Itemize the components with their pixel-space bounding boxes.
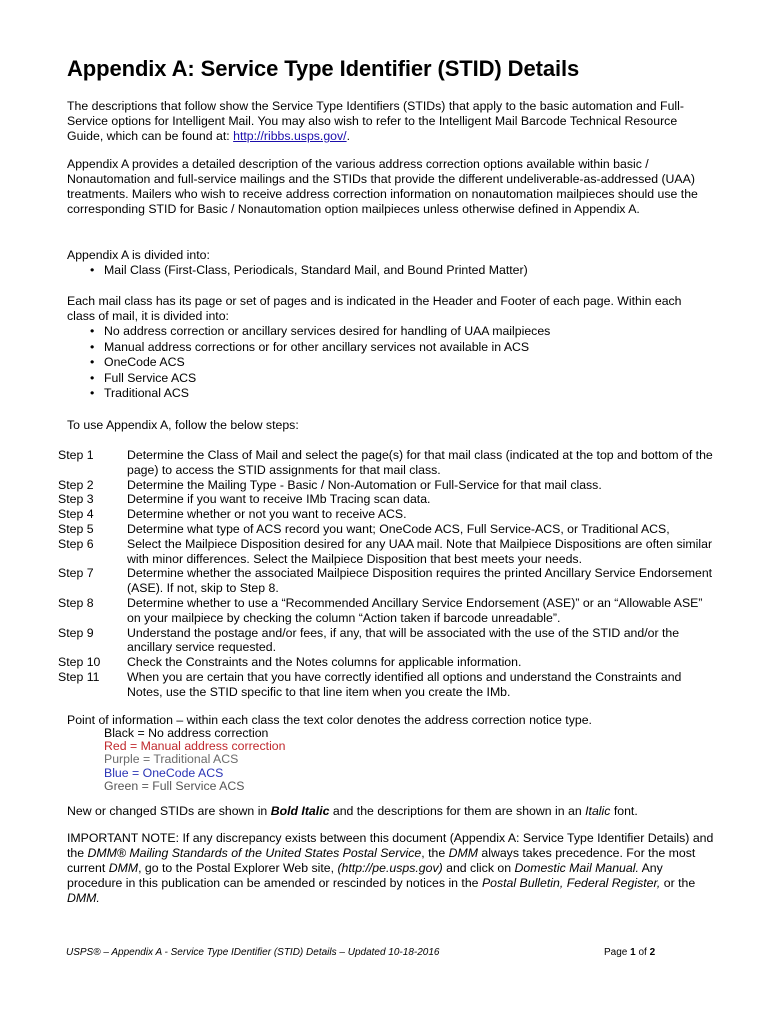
- important-note: [67, 831, 717, 906]
- legend-green: Green = Full Service ACS: [104, 778, 245, 793]
- page-current: 1: [630, 947, 636, 958]
- dmm-ref: DMM.: [67, 891, 100, 905]
- step-number: Step 2: [58, 477, 94, 492]
- point-of-information: Point of information – within each class the text color denotes the address correction notice type.: [67, 713, 592, 727]
- footer-document-title: USPS® – Appendix A - Service Type IDentifier (STID) Details – Updated 10-18-2016: [66, 947, 440, 958]
- divided-lead: Appendix A is divided into:: [67, 248, 210, 262]
- step-number: Step 7: [58, 566, 94, 581]
- each-class-section: [67, 294, 707, 402]
- overview-paragraph: Appendix A provides a detailed description of the various address correction options available within basic / Nonautomation and full-service mailings and the STIDs that provide the different undeliverable-as-addressed (UAA) treatments. Mailers who wish to receive address correction information on nonautomation mailpieces should use the corresponding STID for Basic / Nonautomation option mailpieces unless otherwise defined in Appendix A.: [67, 157, 698, 216]
- step-description: Determine whether the associated Mailpiece Disposition requires the printed Ancillary Service Endorsement (ASE). If not, skip to Step 8.: [127, 566, 713, 596]
- step-row: [58, 626, 718, 656]
- note-text: IMPORTANT NOTE: If any discrepancy exists between this document (Appendix A: Service Type Identifier Details) and the: [67, 831, 714, 860]
- list-item: • No address correction or ancillary services desired for handling of UAA mailpieces: [67, 324, 707, 340]
- step-description: Determine whether or not you want to receive ACS.: [127, 507, 407, 522]
- intro-period: .: [346, 129, 351, 143]
- step-description: Determine if you want to receive IMb Tracing scan data.: [127, 492, 431, 507]
- postal-explorer-url: (http://pe.usps.gov): [337, 861, 443, 875]
- step-number: Step 3: [58, 492, 94, 507]
- footer-page-number: [604, 947, 655, 958]
- to-use-lead: To use Appendix A, follow the below steps:: [67, 418, 299, 432]
- step-number: Step 4: [58, 507, 94, 522]
- new-changed-note: [67, 804, 707, 819]
- legend-blue: Blue = OneCode ACS: [104, 765, 224, 780]
- domestic-mail-manual-ref: Domestic Mail Manual.: [514, 861, 639, 875]
- note-text: and the descriptions for them are shown in an: [329, 804, 586, 818]
- list-item: • Traditional ACS: [67, 386, 707, 402]
- dmm-title: DMM® Mailing Standards of the United States Postal Service: [87, 846, 422, 860]
- note-text: , the: [421, 846, 449, 860]
- ribbs-link[interactable]: http://ribbs.usps.gov/: [233, 129, 347, 143]
- step-row: [58, 537, 718, 567]
- step-description: When you are certain that you have correctly identified all options and understand the Constraints and Notes, use the STID specific to that line item when you create the IMb.: [127, 669, 682, 699]
- publications-ref: Postal Bulletin, Federal Register,: [481, 876, 661, 890]
- step-description: Determine the Mailing Type - Basic / Non-Automation or Full-Service for that mail class.: [127, 477, 602, 492]
- step-row: [58, 492, 718, 507]
- legend-black: Black = No address correction: [104, 726, 269, 740]
- correction-options-list: [67, 324, 707, 402]
- step-number: Step 6: [58, 536, 94, 551]
- step-number: Step 1: [58, 448, 94, 462]
- note-text: and click on: [442, 861, 515, 875]
- step-description: Determine what type of ACS record you want; OneCode ACS, Full Service-ACS, or Traditional ACS,: [127, 521, 670, 536]
- step-row: [58, 670, 718, 700]
- step-description: Select the Mailpiece Disposition desired for any UAA mail. Note that Mailpiece Dispositions are often similar with minor differences. Select the Mailpiece Disposition that best meets your needs.: [127, 536, 713, 566]
- note-text: or the: [660, 876, 696, 890]
- divided-section: [67, 248, 707, 279]
- list-item: • Mail Class (First-Class, Periodicals, Standard Mail, and Bound Printed Matter): [67, 263, 707, 279]
- step-description: Check the Constraints and the Notes columns for applicable information.: [127, 655, 522, 670]
- step-number: Step 11: [58, 669, 100, 684]
- step-row: [58, 522, 718, 537]
- legend-red: Red = Manual address correction: [104, 739, 286, 754]
- note-text: New or changed STIDs are shown in: [67, 804, 271, 818]
- legend-purple: Purple = Traditional ACS: [104, 752, 239, 767]
- step-row: [58, 655, 718, 670]
- step-row: [58, 478, 718, 493]
- divided-list: [67, 263, 707, 279]
- step-row: [58, 566, 718, 596]
- italic-sample: Italic: [585, 804, 611, 818]
- step-description: Understand the postage and/or fees, if any, that will be associated with the use of the STID and/or the ancillary service requested.: [127, 625, 680, 655]
- steps-list: [58, 448, 718, 700]
- dmm-ref: DMM: [448, 846, 478, 860]
- step-row: [58, 596, 718, 626]
- list-item: • Full Service ACS: [67, 371, 707, 387]
- intro-text: The descriptions that follow show the Service Type Identifiers (STIDs) that apply to the basic automation and Full-Service options for Intelligent Mail. You may also wish to refer to the Intelligent Mail Barcode Technical Resource Guide, which can be found at:: [67, 99, 684, 143]
- step-row: [58, 507, 718, 522]
- intro-paragraph: [67, 99, 707, 144]
- step-number: Step 8: [58, 595, 94, 610]
- step-row: [58, 448, 718, 478]
- note-text: font.: [610, 804, 638, 818]
- dmm-ref: DMM: [108, 861, 139, 875]
- step-number: Step 9: [58, 625, 94, 640]
- page-of: of: [635, 947, 650, 958]
- note-text: , go to the Postal Explorer Web site,: [138, 861, 338, 875]
- step-description: Determine whether to use a “Recommended Ancillary Service Endorsement (ASE)” or an “Allowable ASE” on your mailpiece by checking the column “Action taken if barcode unreadable”.: [127, 595, 703, 625]
- page-title: Appendix A: Service Type Identifier (STID) Details: [67, 56, 580, 81]
- each-class-lead: Each mail class has its page or set of pages and is indicated in the Header and Footer of each page. Within each class of mail, it is divided into:: [67, 294, 682, 323]
- step-number: Step 5: [58, 521, 94, 536]
- note-text: always takes precedence. For the most current: [67, 846, 696, 875]
- step-description: Determine the Class of Mail and select the page(s) for that mail class (indicated at the top and bottom of the page) to access the STID assignments for that mail class.: [127, 448, 713, 477]
- step-number: Step 10: [58, 655, 101, 670]
- bold-italic-sample: Bold Italic: [270, 804, 330, 818]
- color-legend: [104, 727, 285, 793]
- note-text: Any procedure in this publication can be amended or rescinded by notices in the: [67, 861, 663, 890]
- list-item: • Manual address corrections or for other ancillary services not available in ACS: [67, 340, 707, 356]
- list-item: • OneCode ACS: [67, 355, 707, 371]
- page-total: 2: [649, 947, 656, 958]
- page-label: Page: [604, 947, 631, 958]
